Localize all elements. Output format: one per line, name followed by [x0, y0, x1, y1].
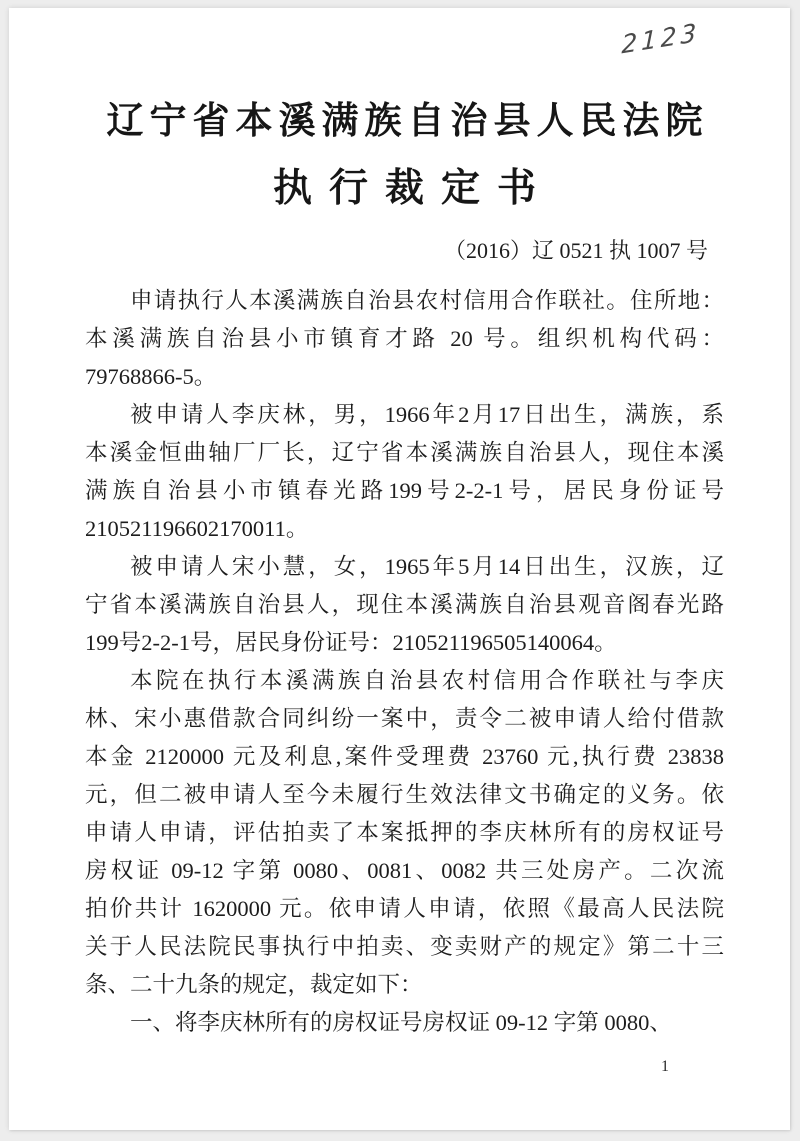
body-line: 79768866-5。 [85, 364, 217, 389]
paragraph [85, 1004, 724, 1042]
paragraph [85, 662, 724, 1004]
body-line: 本院在执行本溪满族自治县农村信用合作联社与李庆 [130, 668, 724, 693]
body-line: 被申请人宋小慧，女，1965年5月14日出生，汉族，辽 [130, 554, 724, 579]
body-line: 本金 2120000 元及利息,案件受理费 23760 元,执行费 23838 [85, 744, 724, 769]
body-line: 房权证 09-12 字第 0080、0081、0082 共三处房产。二次流 [85, 858, 724, 883]
case-number: （2016）辽 0521 执 1007 号 [443, 238, 708, 263]
body-line: 本溪满族自治县小市镇育才路 20 号。组织机构代码： [85, 326, 724, 351]
document-type-title: 执行裁定书 [272, 167, 553, 210]
document-page [9, 8, 790, 1130]
body-line: 拍价共计 1620000 元。依申请人申请，依照《最高人民法院 [85, 896, 724, 921]
body-line: 申请人申请，评估拍卖了本案抵押的李庆林所有的房权证号 [85, 820, 724, 845]
handwritten-number: 2123 [621, 17, 701, 60]
paragraph [85, 396, 724, 548]
body-line: 元，但二被申请人至今未履行生效法律文书确定的义务。依 [85, 782, 724, 807]
body-line: 被申请人李庆林，男，1966年2月17日出生，满族，系 [130, 402, 724, 427]
body-line: 宁省本溪满族自治县人，现住本溪满族自治县观音阁春光路 [85, 592, 724, 617]
body-line: 申请执行人本溪满族自治县农村信用合作联社。住所地： [130, 288, 724, 313]
body-line: 条、二十九条的规定，裁定如下： [85, 972, 423, 997]
body-line: 关于人民法院民事执行中拍卖、变卖财产的规定》第二十三 [85, 934, 724, 959]
body-line: 本溪金恒曲轴厂厂长，辽宁省本溪满族自治县人，现住本溪 [85, 440, 724, 465]
body-line: 满族自治县小市镇春光路199号2-2-1号，居民身份证号 [85, 478, 724, 503]
body-line: 林、宋小惠借款合同纠纷一案中，责令二被申请人给付借款 [85, 706, 724, 731]
document-body [85, 282, 724, 1042]
body-line: 210521196602170011。 [85, 516, 309, 541]
body-line: 199号2-2-1号，居民身份证号：210521196505140064。 [85, 630, 617, 655]
paragraph [85, 548, 724, 662]
page-number: 1 [661, 1058, 669, 1075]
court-name: 辽宁省本溪满族自治县人民法院 [106, 101, 709, 142]
body-line: 一、将李庆林所有的房权证号房权证 09-12 字第 0080、 [130, 1010, 672, 1035]
paragraph [85, 282, 724, 396]
